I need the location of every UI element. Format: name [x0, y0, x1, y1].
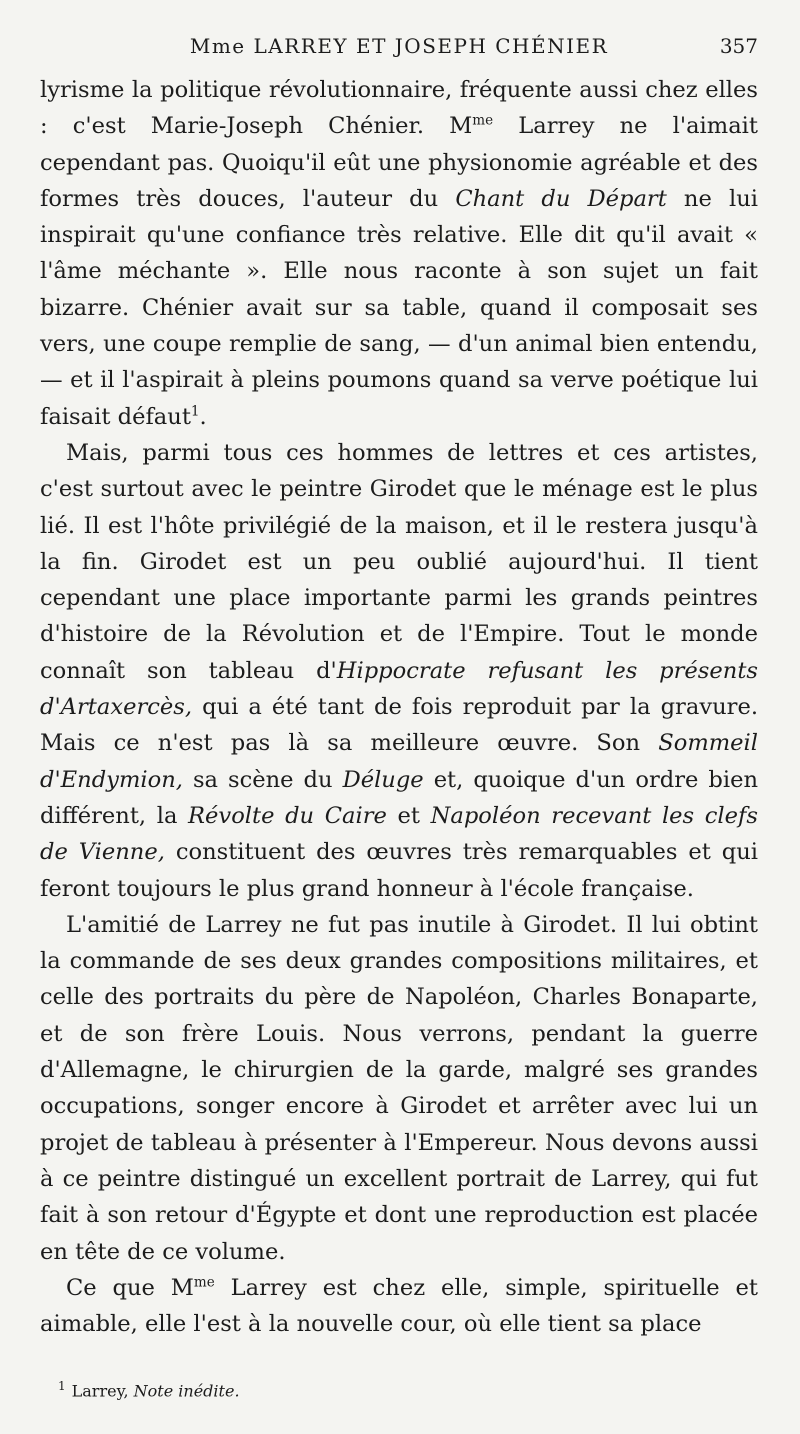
paragraph-p1	[40, 72, 758, 435]
text-run: constituent des œuvres très remarquables et qui feront toujours le plus grand honneur à l'école française.	[40, 839, 758, 902]
superscript: 1	[190, 403, 200, 420]
paragraph-p4	[40, 1270, 758, 1343]
text-run: L'amitié de Larrey ne fut pas inutile à Girodet. Il lui obtint la commande de ses deux grandes compositions militaires, et celle des portraits du père de Napoléon, Charles Bonaparte, et de son frère Louis. Nous verrons, pendant la guerre d'Allemagne, le chirurgien de la garde, malgré ses grandes occupations, songer encore à Girodet et arrêter avec lui un projet de tableau à présenter à l'Empereur. Nous devons aussi à ce peintre distingué un excellent portrait de Larrey, qui fut fait à son retour d'Égypte et dont une reproduction est placée en tête de ce volume.	[40, 911, 758, 1265]
paragraph-p2	[40, 435, 758, 907]
text-run: sa scène du	[182, 766, 343, 793]
italic-title: Déluge	[342, 766, 424, 793]
text-run: Larrey est chez elle, simple, spirituelle et aimable, elle l'est à la nouvelle cour, où elle tient sa place	[40, 1274, 758, 1338]
superscript: me	[193, 1274, 215, 1291]
footnote-number: 1	[58, 1379, 66, 1393]
text-run: Mais, parmi tous ces hommes de lettres et ces artistes, c'est surtout avec le peintre Girodet que le ménage est le plus lié. Il est l'hôte privilégié de la maison, et il le restera jusqu'à la fin. Girodet est un peu oublié aujourd'hui. Il tient cependant une place importante parmi les grands peintres d'histoire de la Révolution et de l'Empire. Tout le monde connaît son tableau d'	[40, 439, 758, 684]
footnote-text: Larrey,	[71, 1381, 129, 1401]
page-header	[40, 28, 758, 64]
italic-title: Hippocrate refusant les présents d'Artaxercès,	[40, 657, 758, 721]
italic-title: Révolte du Caire	[188, 802, 387, 829]
text-run: Larrey ne l'aimait cependant pas. Quoiqu'il eût une physionomie agréable et des formes très douces, l'auteur du	[40, 113, 758, 212]
italic-title: Chant du Départ	[455, 185, 667, 212]
text-run: lyrisme la politique révolutionnaire, fréquente aussi chez elles : c'est Marie-Joseph Chénier. M	[40, 77, 758, 140]
body-text	[40, 72, 758, 1342]
text-run: qui a été tant de fois reproduit par la gravure. Mais ce n'est pas là sa meilleure œuvre. Son	[40, 694, 758, 757]
text-run: Ce que M	[66, 1274, 194, 1301]
text-run: .	[199, 403, 207, 430]
italic-title: Napoléon recevant les clefs de Vienne,	[40, 802, 758, 866]
text-run: et	[386, 802, 431, 829]
running-title: Mme LARREY ET JOSEPH CHÉNIER	[189, 34, 609, 58]
text-run: ne lui inspirait qu'une confiance très relative. Elle dit qu'il avait « l'âme méchante ». Elle nous raconte à son sujet un fait bizarre. Chénier avait sur sa table, quand il composait ses vers, une coupe remplie de sang, — d'un animal bien entendu, — et il l'aspirait à pleins poumons quand sa verve poétique lui faisait défaut	[40, 185, 758, 430]
footnote-italic-text: Note inédite.	[133, 1381, 240, 1401]
superscript: me	[472, 112, 494, 129]
text-run: et, quoique d'un ordre bien différent, la	[40, 766, 758, 829]
page-number: 357	[719, 34, 758, 58]
footnote	[58, 1374, 240, 1403]
paragraph-p3	[40, 907, 758, 1270]
italic-title: Sommeil d'Endymion,	[40, 730, 758, 793]
